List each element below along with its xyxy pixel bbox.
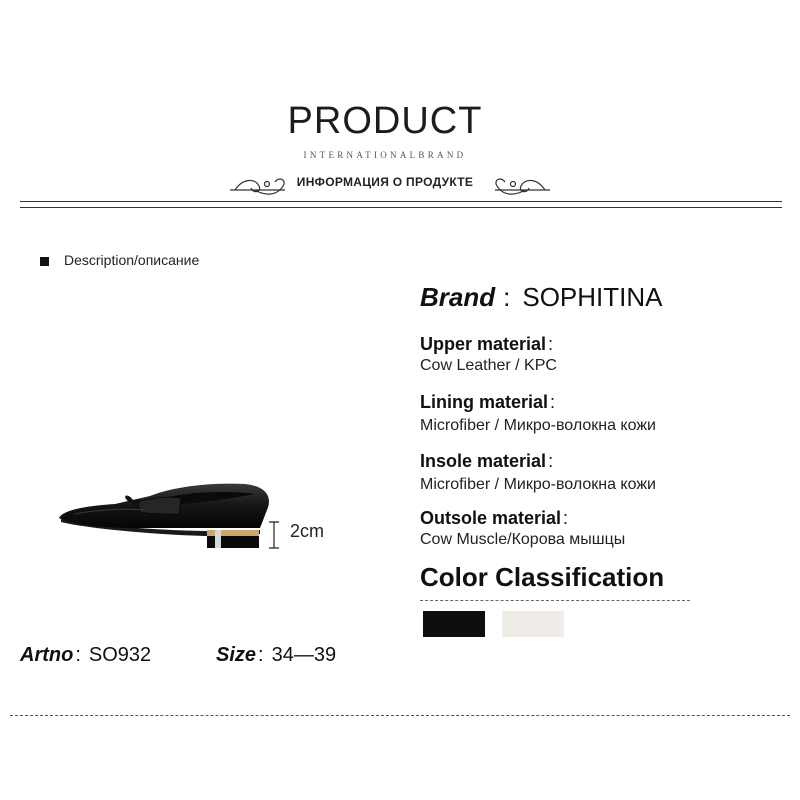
page-subtitle: INTERNATIONALBRAND: [303, 150, 467, 160]
spec-colon: :: [550, 392, 556, 412]
brand-value: SOPHITINA: [522, 282, 663, 312]
color-swatch-black[interactable]: [423, 611, 485, 637]
bullet-square-icon: [40, 257, 49, 266]
brand-key: Brand: [420, 282, 496, 312]
spec-label-text: Upper material: [420, 334, 547, 354]
heel-height-label: 2cm: [290, 521, 325, 541]
page-title: PRODUCT: [287, 100, 483, 142]
color-divider: [420, 600, 690, 601]
spec-label-insole: [420, 451, 553, 472]
spec-colon: :: [563, 508, 569, 528]
shoe-image: [55, 470, 285, 560]
size-key: Size: [216, 644, 257, 666]
bottom-divider: [10, 715, 790, 716]
spec-label-outsole: [420, 508, 568, 529]
color-swatch-white[interactable]: [502, 611, 564, 637]
brand-separator: :: [503, 282, 511, 312]
spec-label-text: Outsole material: [420, 508, 562, 528]
color-classification-title: Color Classification: [420, 562, 665, 592]
artno-key: Artno: [20, 644, 74, 666]
size-colon: :: [258, 644, 264, 666]
spec-label-text: Lining material: [420, 392, 549, 412]
spec-value-lining: Microfiber / Микро-волокна кожи: [420, 417, 656, 434]
header-divider-top: [20, 201, 782, 202]
description-label: Description/описание: [64, 252, 200, 268]
artno-row: [20, 644, 151, 667]
spec-colon: :: [548, 451, 554, 471]
size-value: 34—39: [271, 644, 337, 666]
spec-label-upper: [420, 334, 553, 355]
spec-value-outsole: Cow Muscle/Корова мышцы: [420, 531, 626, 548]
brand-row: [420, 282, 663, 313]
size-row: [216, 644, 336, 667]
header-divider-bottom: [20, 207, 782, 208]
spec-label-lining: [420, 392, 555, 413]
spec-value-upper: Cow Leather / KPC: [420, 357, 557, 374]
artno-value: SO932: [88, 644, 152, 666]
artno-colon: :: [75, 644, 81, 666]
product-info-heading: ИНФОРМАЦИЯ О ПРОДУКТЕ: [296, 175, 474, 189]
spec-value-insole: Microfiber / Микро-волокна кожи: [420, 476, 656, 493]
spec-label-text: Insole material: [420, 451, 547, 471]
spec-colon: :: [548, 334, 554, 354]
